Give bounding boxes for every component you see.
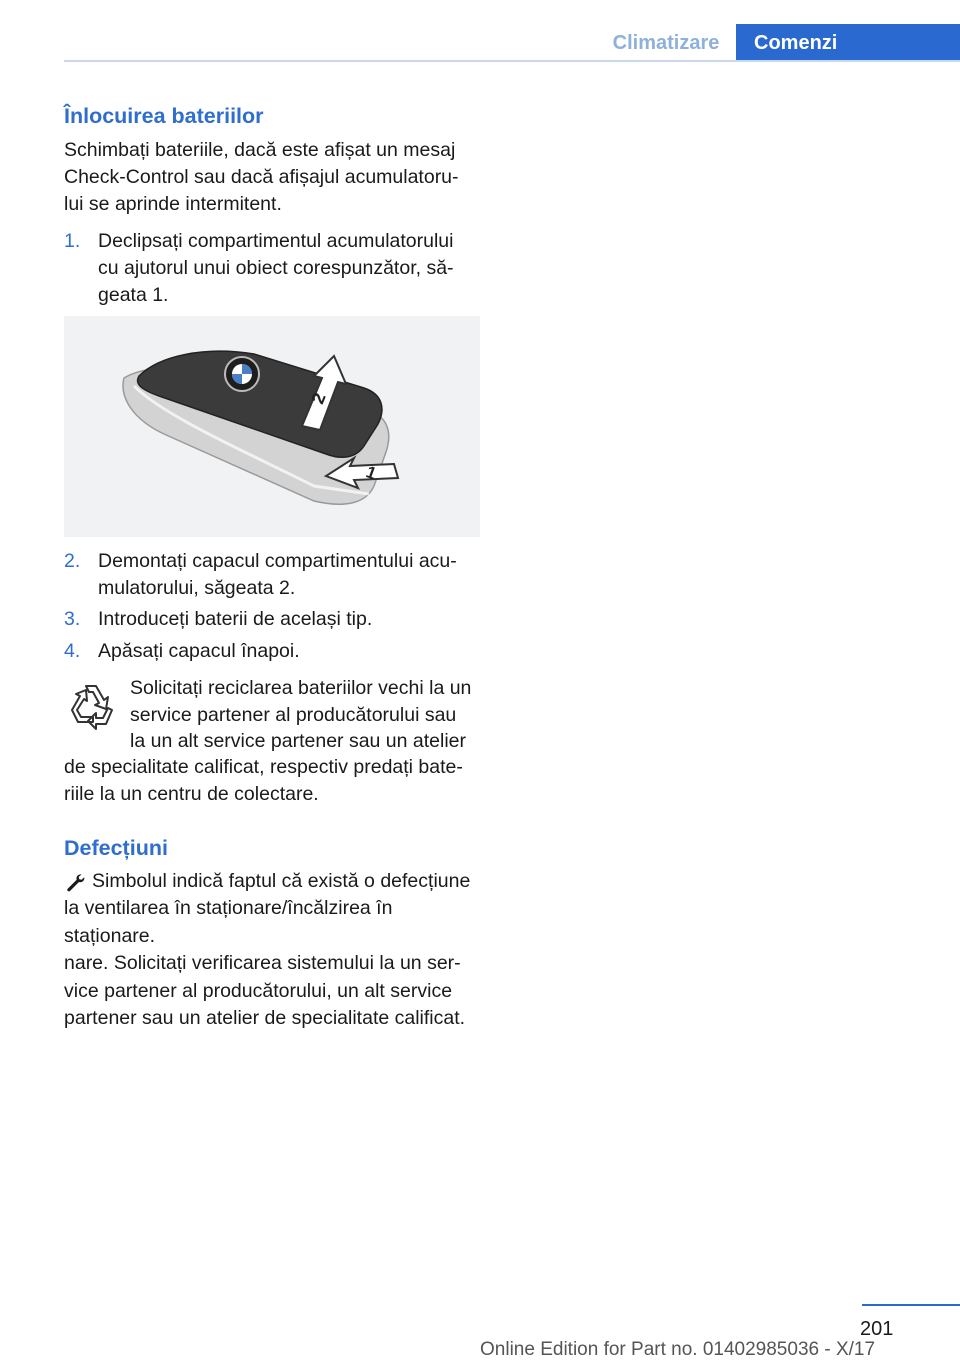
step-line: cu ajutorul unui obiect corespunzător, să-: [98, 257, 454, 279]
fault-line: vice partener al producătorului, un alt service: [64, 979, 453, 1002]
header-section-tab: Climatizare: [612, 32, 720, 54]
step-4: [64, 638, 482, 665]
step-line: Introduceți baterii de același tip.: [98, 608, 373, 630]
step-number: 1.: [64, 230, 81, 252]
faults-heading: Defecțiuni: [64, 836, 168, 860]
header-rule: [64, 60, 960, 62]
step-number: 4.: [64, 640, 81, 662]
arrow-1-label: 1: [363, 462, 379, 484]
note-line: Solicitați reciclarea bateriilor vechi la un: [130, 677, 472, 699]
step-3: [64, 606, 482, 633]
fault-line: la ventilarea în staționare/încălzirea în staționare.: [64, 897, 393, 947]
battery-intro: [64, 137, 482, 218]
footer-rule: [862, 1304, 960, 1306]
intro-line: Check-Control sau dacă afișajul acumulatoru-: [64, 166, 459, 188]
faults-first-line: Simbolul indică faptul că există o defecțiune: [92, 870, 471, 892]
step-number: 3.: [64, 608, 81, 630]
note-line: de specialitate calificat, respectiv predați bate-: [64, 756, 463, 778]
faults-rest: [64, 895, 484, 1033]
step-line: geata 1.: [98, 284, 169, 306]
step-text: [64, 606, 482, 633]
footer-edition: Online Edition for Part no. 01402985036 - X/17: [480, 1339, 876, 1360]
wrench-icon: [66, 873, 86, 893]
step-2: [64, 548, 482, 602]
step-line: Apăsați capacul înapoi.: [98, 640, 300, 662]
header-chapter-tab: Comenzi: [736, 24, 960, 62]
step-1: [64, 228, 482, 309]
fault-line: partener sau un atelier de specialitate calificat.: [64, 1007, 466, 1029]
battery-heading: Înlocuirea bateriilor: [64, 104, 264, 128]
note-line: service partener al producătorului sau: [130, 703, 457, 726]
step-text: [64, 638, 482, 665]
intro-line: lui se aprinde intermitent.: [64, 193, 282, 215]
step-text: [64, 548, 482, 602]
step-line: Declipsați compartimentul acumulatorului: [98, 230, 454, 252]
arrow-2-label: 2: [307, 389, 330, 407]
step-number: 2.: [64, 550, 81, 572]
recycle-icon: [66, 680, 118, 732]
note-line: riile la un centru de colectare.: [64, 782, 319, 805]
step-line: Demontați capacul compartimentului acu-: [98, 550, 457, 572]
key-fob-figure: [64, 316, 480, 537]
step-line: mulatorului, săgeata 2.: [98, 577, 296, 599]
fault-line: nare. Solicitați verificarea sistemului la un ser-: [64, 952, 461, 974]
intro-line: Schimbați bateriile, dacă este afișat un mesaj: [64, 139, 456, 161]
recycle-note-first: [130, 675, 482, 755]
step-text: [64, 228, 482, 309]
key-fob-illustration: [64, 316, 480, 537]
page-number: 201: [860, 1318, 894, 1340]
note-line: la un alt service partener sau un atelier: [130, 730, 467, 752]
recycle-note-rest: [64, 754, 482, 807]
